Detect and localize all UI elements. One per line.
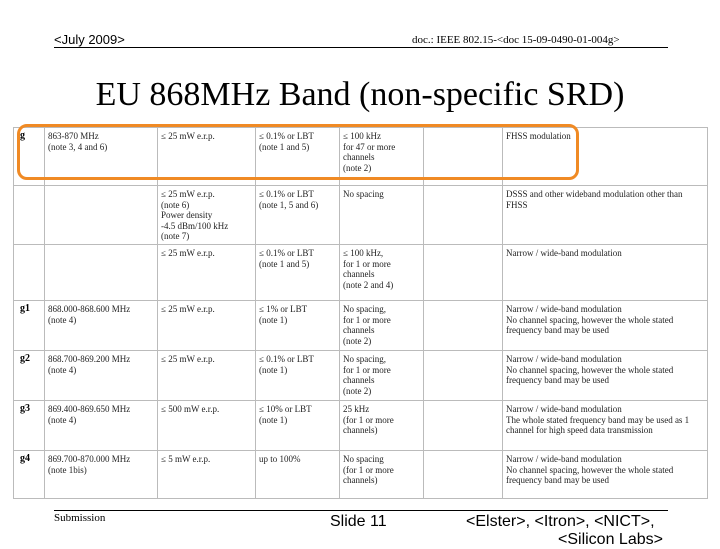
power-cell: ≤ 25 mW e.r.p. (158, 245, 256, 301)
blank-cell (424, 186, 503, 245)
channel-spacing-cell: No spacing, for 1 or more channels (note 2) (340, 351, 424, 401)
duty-cycle-cell: ≤ 0.1% or LBT (note 1 and 5) (256, 128, 340, 186)
duty-cycle-cell: ≤ 10% or LBT (note 1) (256, 401, 340, 451)
channel-spacing-cell: 25 kHz (for 1 or more channels) (340, 401, 424, 451)
header-date: <July 2009> (54, 32, 125, 47)
frequency-cell: 869.700-870.000 MHz (note 1bis) (45, 451, 158, 499)
blank-cell (424, 401, 503, 451)
frequency-cell (45, 245, 158, 301)
blank-cell (424, 245, 503, 301)
frequency-cell: 868.000-868.600 MHz (note 4) (45, 301, 158, 351)
frequency-cell: 863-870 MHz (note 3, 4 and 6) (45, 128, 158, 186)
frequency-cell: 868.700-869.200 MHz (note 4) (45, 351, 158, 401)
remarks-cell: Narrow / wide-band modulation The whole stated frequency band may be used as 1 channel for high speed data transmission (503, 401, 708, 451)
header-doc-id: doc.: IEEE 802.15-<doc 15-09-0490-01-004g> (412, 34, 620, 46)
channel-spacing-cell: ≤ 100 kHz, for 1 or more channels (note 2 and 4) (340, 245, 424, 301)
table-row (14, 301, 708, 351)
footer-authors: <Elster>, <Itron>, <NICT>, (466, 513, 655, 530)
frequency-cell (45, 186, 158, 245)
remarks-cell: FHSS modulation (503, 128, 708, 186)
duty-cycle-cell: ≤ 1% or LBT (note 1) (256, 301, 340, 351)
footer-authors-cont: <Silicon Labs> (558, 531, 663, 548)
blank-cell (424, 351, 503, 401)
footer-rule (54, 510, 668, 511)
channel-spacing-cell: No spacing (for 1 or more channels) (340, 451, 424, 499)
power-cell: ≤ 25 mW e.r.p. (158, 128, 256, 186)
header-rule (54, 47, 668, 48)
duty-cycle-cell: ≤ 0.1% or LBT (note 1) (256, 351, 340, 401)
frequency-cell: 869.400-869.650 MHz (note 4) (45, 401, 158, 451)
power-cell: ≤ 25 mW e.r.p. (158, 301, 256, 351)
regulation-table (13, 127, 708, 499)
table-row (14, 451, 708, 499)
power-cell: ≤ 25 mW e.r.p. (note 6) Power density -4.5 dBm/100 kHz (note 7) (158, 186, 256, 245)
power-cell: ≤ 25 mW e.r.p. (158, 351, 256, 401)
blank-cell (424, 301, 503, 351)
power-cell: ≤ 500 mW e.r.p. (158, 401, 256, 451)
table-row (14, 351, 708, 401)
channel-spacing-cell: No spacing (340, 186, 424, 245)
band-cell: g1 (14, 301, 45, 351)
band-cell (14, 186, 45, 245)
band-cell (14, 245, 45, 301)
slide-number: Slide 11 (330, 513, 387, 530)
blank-cell (424, 128, 503, 186)
power-cell: ≤ 5 mW e.r.p. (158, 451, 256, 499)
remarks-cell: Narrow / wide-band modulation No channel spacing, however the whole stated frequency band may be used (503, 351, 708, 401)
table-row (14, 401, 708, 451)
remarks-cell: DSSS and other wideband modulation other than FHSS (503, 186, 708, 245)
table-row (14, 186, 708, 245)
slide-title: EU 868MHz Band (non-specific SRD) (95, 76, 625, 113)
band-cell: g (14, 128, 45, 186)
band-cell: g4 (14, 451, 45, 499)
footer-submission: Submission (54, 512, 106, 524)
duty-cycle-cell: ≤ 0.1% or LBT (note 1, 5 and 6) (256, 186, 340, 245)
channel-spacing-cell: ≤ 100 kHz for 47 or more channels (note 2) (340, 128, 424, 186)
remarks-cell: Narrow / wide-band modulation No channel spacing, however the whole stated frequency band may be used (503, 451, 708, 499)
channel-spacing-cell: No spacing, for 1 or more channels (note 2) (340, 301, 424, 351)
remarks-cell: Narrow / wide-band modulation No channel spacing, however the whole stated frequency band may be used (503, 301, 708, 351)
remarks-cell: Narrow / wide-band modulation (503, 245, 708, 301)
table-row (14, 128, 708, 186)
blank-cell (424, 451, 503, 499)
duty-cycle-cell: ≤ 0.1% or LBT (note 1 and 5) (256, 245, 340, 301)
table-row (14, 245, 708, 301)
band-cell: g3 (14, 401, 45, 451)
duty-cycle-cell: up to 100% (256, 451, 340, 499)
band-cell: g2 (14, 351, 45, 401)
